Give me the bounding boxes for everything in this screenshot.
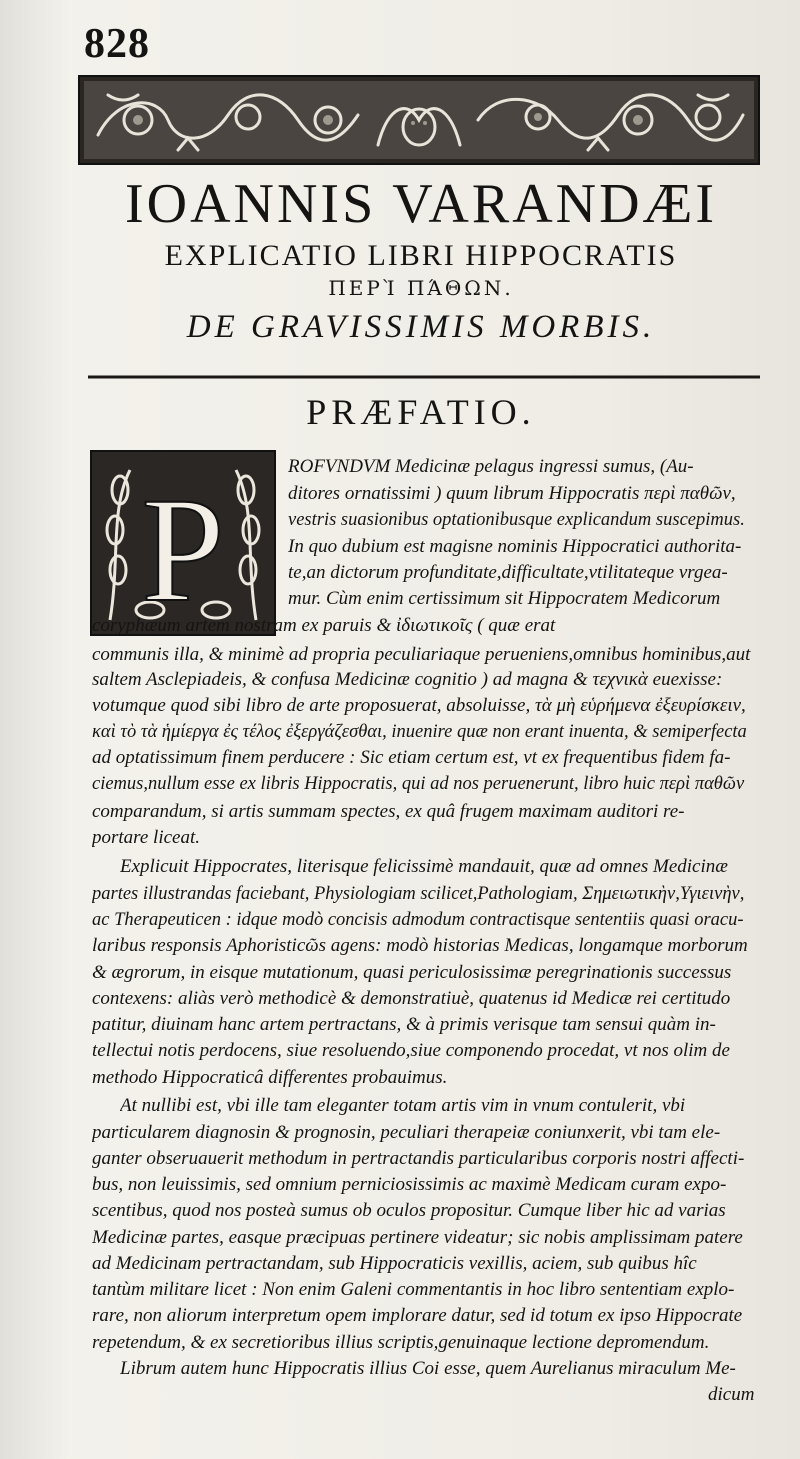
text-line: te,an dictorum profunditate,difficultate,vtilitateque vrgea-	[288, 562, 728, 583]
text-line: partes illustrandas faciebant, Physiologiam scilicet,Pathologiam, Σημειωτικὴν,Υγιεινὴν,	[92, 884, 745, 904]
text-line: portare liceat.	[92, 827, 200, 848]
text-line: ciemus,nullum esse ex libris Hippocratis, qui ad nos peruenerunt, libro huic περὶ παθῶν	[92, 774, 745, 794]
text-line: scentibus, quod nos posteà sumus ob oculos propositur. Cumque liber hic ad varias	[92, 1200, 726, 1221]
text-line: ditores ornatissimi ) quum librum Hippocratis περὶ παθῶν,	[288, 483, 736, 504]
greek-title: ΠΕΡῚ ΠΆΘΩΝ.	[328, 276, 514, 300]
page-number: 828	[84, 21, 150, 67]
section-heading: PRÆFATIO.	[306, 392, 536, 432]
text-line: saltem Asclepiadeis, & confusa Medicinæ cognitio ) ad magna & τεχνικὰ euexisse:	[92, 669, 723, 690]
text-line: coryphæum artem nostram ex paruis & ἰδιωτικοῖς ( quæ erat	[92, 615, 556, 636]
initial-letter: P	[141, 467, 225, 633]
work-subtitle: EXPLICATIO LIBRI HIPPOCRATIS	[164, 239, 678, 272]
author-heading: IOANNIS VARANDÆI	[125, 173, 717, 235]
text-line: At nullibi est, vbi ille tam eleganter totam artis vim in vnum contulerit, vbi	[120, 1095, 686, 1116]
text-line: methodo Hippocraticâ differentes probauimus.	[92, 1067, 448, 1088]
divider-rule	[88, 374, 760, 380]
page-gutter-shadow	[0, 0, 70, 1459]
text-line: tellectui notis perdocens, siue resoluendo,siue componendo procedat, vt nos olim de	[92, 1040, 730, 1061]
text-line: dicum	[708, 1384, 755, 1405]
text-line: contexens: aliàs verò methodicè & demonstratiuè, quatenus id Medicæ rei certitudo	[92, 988, 731, 1009]
text-line: mur. Cùm enim certissimum sit Hippocratem Medicorum	[288, 588, 721, 609]
main-title: DE GRAVISSIMIS MORBIS.	[186, 309, 656, 345]
text-line: votumque quod sibi libro de arte proposuerat, absoluisse, τὰ μὴ εὑρήμενα ἐξευρίσκειν,	[92, 695, 746, 716]
text-line: repetendum, & ex secretioribus illius scriptis,genuinaque lectione depromendum.	[92, 1332, 710, 1353]
text-line: ad optatissimum finem perducere : Sic etiam certum est, vt ex frequentibus fidem fa-	[92, 747, 731, 768]
text-line: tantùm militare licet : Non enim Galeni commentantis in hoc libro sententiam explo-	[92, 1279, 735, 1300]
text-line: ROFVNDVM Medicinæ pelagus ingressi sumus, (Au-	[288, 456, 694, 477]
text-line: comparandum, si artis summam spectes, ex quâ frugem maximam auditori re-	[92, 801, 685, 822]
text-line: vestris suasionibus optationibusque explicandum suscepimus.	[288, 510, 745, 530]
ornamental-headpiece	[78, 75, 760, 165]
text-line: particularem diagnosin & prognosin, peculiari therapeiæ coniunxerit, vbi tam ele-	[92, 1122, 721, 1143]
text-line: Medicinæ partes, easque præcipuas pertinere videatur; sic nobis amplissimam patere	[92, 1227, 743, 1248]
text-line: & ægrorum, in eisque mutationum, quasi periculosissimæ peregrinationis successus	[92, 962, 732, 983]
text-line: patitur, diuinam hanc artem pertractans, & à primis verisque tam sensui quàm in-	[92, 1014, 716, 1035]
text-line: ganter obseruauerit methodum in pertractandis particularibus corporis nostri affecti-	[92, 1148, 745, 1169]
text-line: rare, non aliorum interpretum opem implorare datur, sed id totum ex ipso Hippocrate	[92, 1305, 743, 1326]
text-line: ad Medicinam pertractandam, sub Hippocraticis vexillis, aciem, sub quibus hîc	[92, 1253, 697, 1274]
text-line: In quo dubium est magisne nominis Hippocratici authorita-	[288, 536, 742, 557]
text-line: laribus responsis Aphoristicῶs agens: modò historias Medicas, longamque morborum	[92, 935, 748, 956]
text-line: καὶ τὸ τὰ ἡμίεργα ἐς τέλος ἐξεργάζεσθαι, inuenire quæ non erant inuenta, & semiperfecta	[92, 722, 747, 742]
text-line: communis illa, & minimè ad propria peculiariaque perueniens,omnibus hominibus,aut	[92, 644, 751, 665]
text-line: bus, non leuissimis, sed omnium perniciosissimis ac maximè Medicam curam expo-	[92, 1174, 727, 1195]
decorated-initial	[90, 450, 276, 636]
text-line: Explicuit Hippocrates, literisque felicissimè mandauit, quæ ad omnes Medicinæ	[120, 856, 728, 877]
text-line: ac Therapeuticen : idque modò concisis admodum contractisque sententiis quasi oracu-	[92, 910, 744, 930]
text-line: Librum autem hunc Hippocratis illius Coi esse, quem Aurelianus miraculum Me-	[120, 1358, 736, 1379]
